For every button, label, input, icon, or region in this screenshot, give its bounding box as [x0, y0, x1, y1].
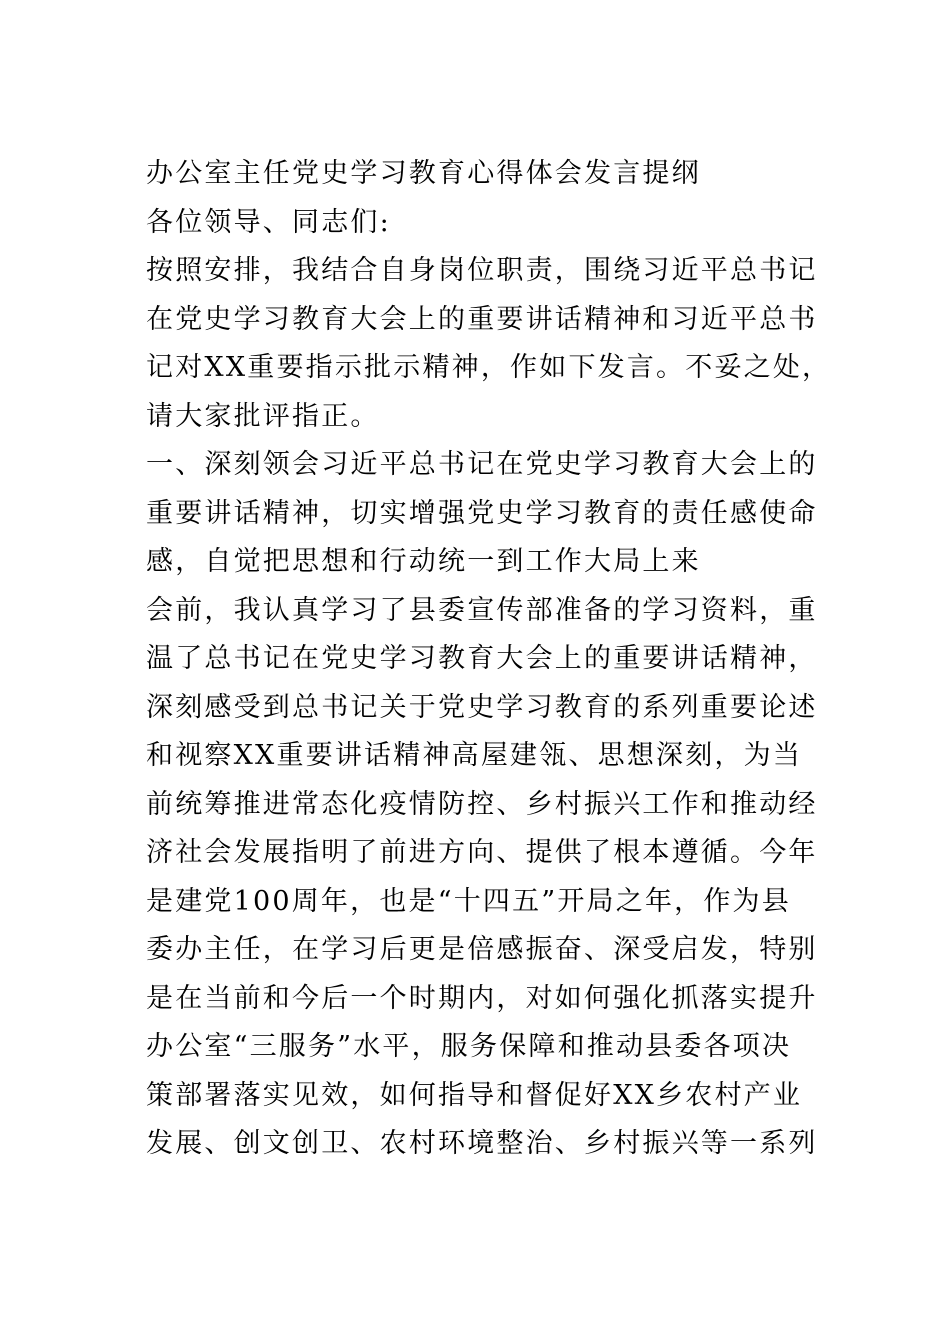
paragraph-line: 请大家批评指正。	[146, 400, 380, 432]
paragraph-line: 温了总书记在党史学习教育大会上的重要讲话精神，	[146, 643, 818, 674]
paragraph-line: 是在当前和今后一个时期内，对如何强化抓落实提升	[146, 982, 818, 1014]
paragraph-line: 济社会发展指明了前进方向、提供了根本遵循。今年	[146, 837, 818, 868]
paragraph-line: 深刻感受到总书记关于党史学习教育的系列重要论述	[146, 691, 818, 723]
paragraph-line: 发展、创文创卫、农村环境整治、乡村振兴等一系列	[146, 1128, 818, 1159]
paragraph-line: 策部署落实见效，如何指导和督促好XX乡农村产业	[146, 1079, 803, 1111]
section-heading-line: 感，自觉把思想和行动统一到工作大局上来	[146, 546, 701, 577]
paragraph-line: 会前，我认真学习了县委宣传部准备的学习资料，重	[146, 594, 818, 626]
paragraph-line: 是建党100周年，也是“十四五”开局之年，作为县	[146, 885, 791, 917]
paragraph-line: 按照安排，我结合自身岗位职责，围绕习近平总书记	[146, 255, 818, 286]
document-body	[146, 150, 832, 1169]
paragraph-line: 委办主任，在学习后更是倍感振奋、深受启发，特别	[146, 934, 818, 965]
paragraph-line: 办公室“三服务”水平，服务保障和推动县委各项决	[146, 1031, 792, 1062]
paragraph-line: 在党史学习教育大会上的重要讲话精神和习近平总书	[146, 303, 818, 335]
paragraph-line: 和视察XX重要讲话精神高屋建瓴、思想深刻，为当	[146, 740, 803, 771]
document-title: 办公室主任党史学习教育心得体会发言提纲	[146, 158, 701, 189]
paragraph-line: 记对XX重要指示批示精神，作如下发言。不妥之处，	[146, 352, 832, 383]
paragraph-line: 前统筹推进常态化疫情防控、乡村振兴工作和推动经	[146, 788, 818, 820]
salutation: 各位领导、同志们:	[146, 206, 391, 238]
section-heading-line: 重要讲话精神，切实增强党史学习教育的责任感使命	[146, 497, 818, 529]
section-heading-line: 一、深刻领会习近平总书记在党史学习教育大会上的	[146, 449, 818, 480]
